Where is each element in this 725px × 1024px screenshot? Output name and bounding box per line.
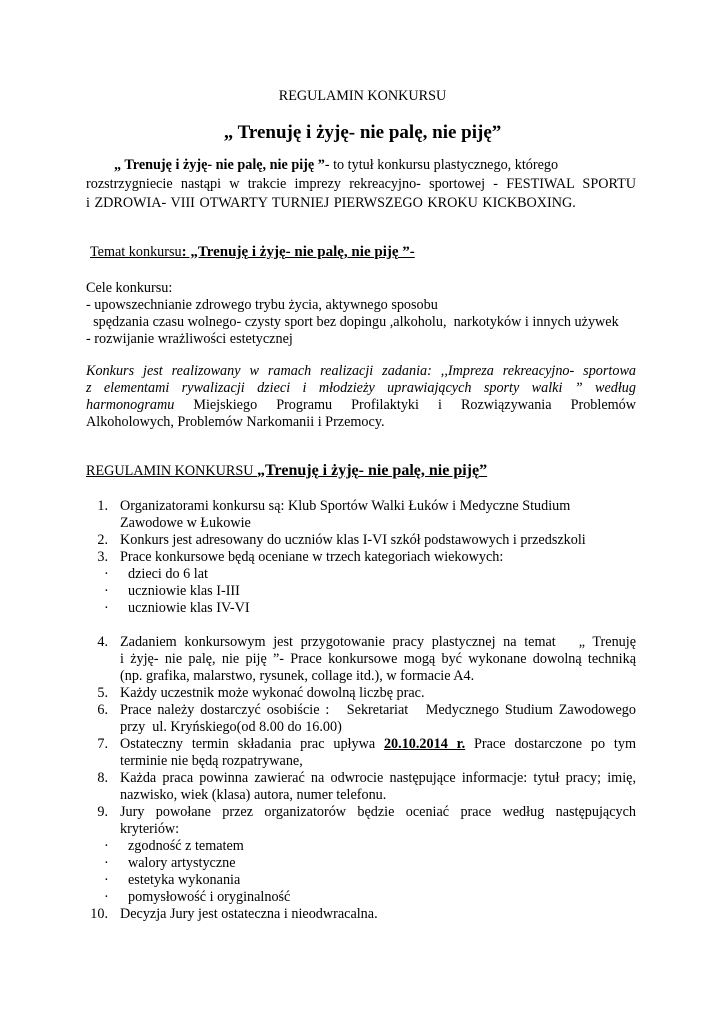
rule-8-line-1: Każda praca powinna zawierać na odwrocie następujące informacje: tytuł pracy; imię, xyxy=(120,770,636,786)
rule-number: 8. xyxy=(97,770,108,786)
program-line-1: Konkurs jest realizowany w ramach realizacji zadania: ,,Impreza rekreacyjno- sportowa xyxy=(86,363,636,379)
rule-7-line-1 xyxy=(120,736,636,753)
rule-number: 3. xyxy=(97,549,108,565)
criterion-item xyxy=(104,889,290,906)
rule-2-line-1: Konkurs jest adresowany do uczniów klas I-VI szkół podstawowych i przedszkoli xyxy=(120,532,586,548)
criterion-item xyxy=(104,872,240,889)
rule-number: 1. xyxy=(97,498,108,514)
program-line-2: z elementami rywalizacji dzieci i młodzieży uprawiających sporty walki ” według xyxy=(86,380,636,396)
intro-line-1 xyxy=(114,157,558,174)
rule-4-line-2: i żyję- nie palę, nie piję ”- Prace konkursowe mogą być wykonane dowolną techniką xyxy=(120,651,636,667)
criterion-item xyxy=(104,838,244,855)
theme-value: : „Trenuję i żyję- nie palę, nie piję ”- xyxy=(181,244,415,260)
rule-6 xyxy=(86,702,108,719)
rule-number: 10. xyxy=(90,906,108,922)
bullet-icon: · xyxy=(104,838,109,854)
main-title: „ Trenuję i żyję- nie palę, nie piję” xyxy=(223,122,502,143)
rule-9-line-1: Jury powołane przez organizatorów będzie oceniać prace według następujących xyxy=(120,804,636,820)
category-item xyxy=(104,566,208,583)
category-label: uczniowie klas I-III xyxy=(128,583,240,599)
bullet-icon: · xyxy=(104,889,109,905)
rule-4-line-1: Zadaniem konkursowym jest przygotowanie pracy plastycznej na temat „ Trenuję xyxy=(120,634,636,650)
rule-2 xyxy=(86,532,108,549)
goals-line-1: - upowszechnianie zdrowego trybu życia, aktywnego sposobu xyxy=(86,297,438,313)
rule-number: 2. xyxy=(97,532,108,548)
intro-line-3: i ZDROWIA- VIII OTWARTY TURNIEJ PIERWSZEGO KROKU KICKBOXING. xyxy=(86,195,576,211)
rule-1-line-2: Zawodowe w Łukowie xyxy=(120,515,251,531)
rule-4 xyxy=(86,634,108,651)
rules-heading-label: REGULAMIN KONKURSU xyxy=(86,463,254,479)
rule-8 xyxy=(86,770,108,787)
criterion-label: estetyka wykonania xyxy=(128,872,241,888)
criterion-item xyxy=(104,855,236,872)
theme-label: Temat konkursu xyxy=(90,244,182,260)
program-line-4: Alkoholowych, Problemów Narkomanii i Przemocy. xyxy=(86,414,385,430)
bullet-icon: · xyxy=(104,600,109,616)
rule-number: 4. xyxy=(97,634,108,650)
rule-6-line-2: przy ul. Kryńskiego(od 8.00 do 16.00) xyxy=(120,719,342,735)
rule-1 xyxy=(86,498,108,515)
rule-number: 6. xyxy=(97,702,108,718)
bullet-icon: · xyxy=(104,583,109,599)
rule-number: 7. xyxy=(97,736,108,752)
bullet-icon: · xyxy=(104,566,109,582)
category-item xyxy=(104,583,240,600)
rule-number: 5. xyxy=(97,685,108,701)
rule-4-line-3: (np. grafika, malarstwo, rysunek, collage itd.), w formacie A4. xyxy=(120,668,475,684)
rule-7-pre: Ostateczny termin składania prac upływa xyxy=(120,736,376,752)
category-item xyxy=(104,600,250,617)
rule-5-line-1: Każdy uczestnik może wykonać dowolną liczbę prac. xyxy=(120,685,425,701)
bullet-icon: · xyxy=(104,872,109,888)
rule-3-line-1: Prace konkursowe będą oceniane w trzech kategoriach wiekowych: xyxy=(120,549,504,565)
intro-line-2: rozstrzygniecie nastąpi w trakcie imprezy rekreacyjno- sportowej - FESTIWAL SPORTU xyxy=(86,176,636,192)
rule-1-line-1: Organizatorami konkursu są: Klub Sportów Walki Łuków i Medyczne Studium xyxy=(120,498,571,514)
goals-line-3: - rozwijanie wrażliwości estetycznej xyxy=(86,331,293,347)
rule-7-post: Prace dostarczone po tym xyxy=(474,736,636,752)
rule-number: 9. xyxy=(97,804,108,820)
rules-heading-title: „Trenuję i żyję- nie palę, nie piję” xyxy=(257,462,488,479)
rule-6-line-1: Prace należy dostarczyć osobiście : Sekretariat Medycznego Studium Zawodowego xyxy=(120,702,636,718)
rule-8-line-2: nazwisko, wiek (klasa) autora, numer telefonu. xyxy=(120,787,387,803)
intro-line1-rest: - to tytuł konkursu plastycznego, którego xyxy=(324,157,559,173)
criterion-label: zgodność z tematem xyxy=(128,838,244,854)
rule-7-line-2: terminie nie będą rozpatrywane, xyxy=(120,753,303,769)
intro-bold-title: „ Trenuję i żyję- nie palę, nie piję ” xyxy=(114,157,325,173)
criterion-label: pomysłowość i oryginalność xyxy=(128,889,291,905)
rule-5 xyxy=(86,685,108,702)
rule-10-line-1: Decyzja Jury jest ostateczna i nieodwracalna. xyxy=(120,906,378,922)
goals-heading: Cele konkursu: xyxy=(86,280,173,296)
rule-9-line-2: kryteriów: xyxy=(120,821,180,837)
criterion-label: walory artystyczne xyxy=(128,855,236,871)
deadline-date: 20.10.2014 r. xyxy=(383,736,466,752)
doc-title: REGULAMIN KONKURSU xyxy=(278,88,447,104)
rule-3 xyxy=(86,549,108,566)
goals-line-2: spędzania czasu wolnego- czysty sport bez dopingu ,alkoholu, narkotyków i innych używek xyxy=(86,314,619,330)
category-label: uczniowie klas IV-VI xyxy=(128,600,250,616)
program-line-3 xyxy=(86,397,636,414)
rules-heading xyxy=(86,462,487,480)
program-line3-rest: Miejskiego Programu Profilaktyki i Rozwiązywania Problemów xyxy=(193,397,636,413)
theme-line xyxy=(90,244,415,261)
bullet-icon: · xyxy=(104,855,109,871)
category-label: dzieci do 6 lat xyxy=(128,566,208,582)
rule-9 xyxy=(86,804,108,821)
rule-10 xyxy=(86,906,108,923)
rule-7 xyxy=(86,736,108,753)
program-italic-word: harmonogramu xyxy=(86,397,175,413)
